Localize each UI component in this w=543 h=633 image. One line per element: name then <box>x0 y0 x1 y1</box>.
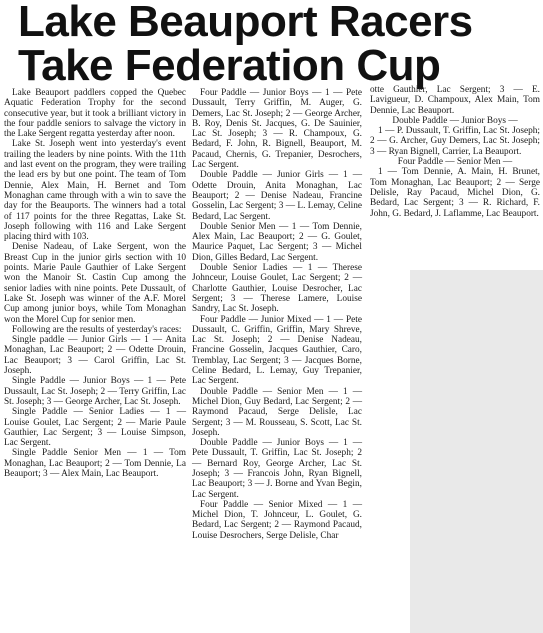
article-paragraph: otte Gauthier, Lac Sergent; 3 — E. Lavigueur, D. Champoux, Alex Main, Tom Dennie, Lac Beauport. <box>370 85 540 116</box>
headline-line-1: Lake Beauport Racers <box>18 0 473 46</box>
article-paragraph: Single Paddle — Junior Boys — 1 — Pete Dussault, Lac St. Joseph; 2 — Terry Griffin, Lac St. Joseph; 3 — George Archer, Lac St. Joseph. <box>4 376 186 407</box>
article-paragraph: Single Paddle Senior Men — 1 — Tom Monaghan, Lac Beauport; 2 — Tom Dennie, La Beauport; 3 — Alex Main, Lac Beauport. <box>4 448 186 479</box>
article-paragraph: Double Paddle — Junior Girls — 1 — Odette Drouin, Anita Monaghan, Lac Beauport; 2 — Denise Nadeau, Francine Gosselin, Lac Sergent; 3 — L. Lemay, Celine Bedard, Lac Sergent. <box>192 170 362 222</box>
article-paragraph: Four Paddle — Senior Mixed — 1 — Michel Dion, T. Johnceur, L. Goulet, G. Bedard, Lac Sergent; 2 — Raymond Pacaud, Louise Desrochers, Serge Delisle, Char <box>192 499 362 541</box>
article-column-2 <box>192 88 362 541</box>
article-paragraph: 1 — Tom Dennie, A. Main, H. Brunet, Tom Monaghan, Lac Beauport; 2 — Serge Delisle, Ray Pacaud, Michel Dion, G. Bedard, Lac Sergent; 3 — R. Richard, F. John, G. Bedard, J. Laflamme, Lac Beauport. <box>370 167 540 219</box>
article-paragraph: Following are the results of yesterday's races: <box>12 324 182 335</box>
article-paragraph: Double Paddle — Junior Boys — 1 — Pete Dussault, T. Griffin, Lac St. Joseph; 2 — Bernard Roy, George Archer, Lac St. Joseph; 3 — Francois John, Ryan Bignell, Lac Beauport; 3 — J. Borne and Yvan Begin, Lac Sergent. <box>192 438 362 500</box>
article-paragraph: Single paddle — Junior Girls — 1 — Anita Monaghan, Lac Beauport; 2 — Odette Drouin, Lac Beauport; 3 — Carol Griffin, Lac St. Joseph. <box>4 335 186 377</box>
article-paragraph: Lake Beauport paddlers copped the Quebec Aquatic Federation Trophy for the second consecutive year, but it took a brilliant victory in the four paddle seniors to salvage the victory in the Lake Sergent regatta yesterday after noon. <box>4 88 186 140</box>
article-paragraph: Four Paddle — Junior Mixed — 1 — Pete Dussault, C. Griffin, Griffin, Mary Shreve, Lac St. Joseph; 2 — Denise Nadeau, Francine Gosselin, Jacques Gauthier, Caro, Tremblay, Lac Sergent; 3 — Jacques Borne, Celine Bedard, L. Lemay, Guy Trepanier, Lac Sergent. <box>192 314 362 387</box>
article-paragraph: Four Paddle — Senior Men — <box>397 157 513 168</box>
headline <box>18 0 473 88</box>
article-paragraph: 1 — P. Dussault, T. Griffin, Lac St. Joseph; 2 — G. Archer, Guy Demers, Lac St. Joseph; 3 — Ryan Bignell, Carrier, La Beauport. <box>370 126 540 157</box>
article-column-1 <box>4 88 186 479</box>
adjacent-gray-area <box>410 270 543 633</box>
article-column-3 <box>370 85 540 219</box>
article-paragraph: Lake St. Joseph went into yesterday's event trailing the leaders by nine points. With the 11th and last event on the program, they were trailing the lead ers by but one point. The team of Tom Dennie, Alex Main, H. Bernet and Tom Monaghan came through with a win to save the day for the Beauports. The winners had a total of 117 points for the three Regattas, Lake St. Joseph following with 116 and Lake Sergent placing third with 103. <box>4 139 186 243</box>
article-paragraph: Denise Nadeau, of Lake Sergent, won the Breast Cup in the junior girls section with 10 points. Marie Paule Gauthier of Lake Sergent won the Manoir St. Castin Cup among the senior ladies with nine points. Pete Dussault, of Lake St. Joseph was winner of the A.F. Morel Cup among junior boys, while Tom Monaghan won the Morel Cup for senior men. <box>4 242 186 325</box>
article-paragraph: Double Paddle — Senior Men — 1 — Michel Dion, Guy Bedard, Lac Sergent; 2 — Raymond Pacaud, Serge Delisle, Lac Sergent; 3 — M. Rousseau, S. Scott, Lac St. Joseph. <box>192 386 362 438</box>
headline-line-2: Take Federation Cup <box>18 41 441 90</box>
article-paragraph: Double Senior Ladies — 1 — Therese Johnceur, Louise Goulet, Lac Sergent; 2 — Charlotte Gauthier, Louise Desrocher, Lac Sergent; 3 — Therese Lamere, Louise Sandry, Lac St. Joseph. <box>192 263 362 315</box>
article-paragraph: Double Paddle — Junior Boys — <box>392 115 518 126</box>
article-paragraph: Single Paddle — Senior Ladies — 1 — Louise Goulet, Lac Sergent; 2 — Marie Paule Gauthier, Lac Sergent; 3 — Louise Simpson, Lac Sergent. <box>4 407 186 449</box>
article-paragraph: Double Senior Men — 1 — Tom Dennie, Alex Main, Lac Beauport; 2 — G. Goulet, Maurice Paquet, Lac Sergent; 3 — Michel Dion, Gilles Bedard, Lac Sergent. <box>192 221 362 263</box>
article-paragraph: Four Paddle — Junior Boys — 1 — Pete Dussault, Terry Griffin, M. Auger, G. Demers, Lac St. Joseph; 2 — George Archer, B. Roy, Denis St. Jacques, G. De Sauinier, Lac St. Joseph; 3 — R. Champoux, G. Bedard, F. John, R. Bignell, Beauport, M. Pacaud, Chernis, G. Trepanier, Desrochers, Lac Sergent. <box>192 88 362 171</box>
